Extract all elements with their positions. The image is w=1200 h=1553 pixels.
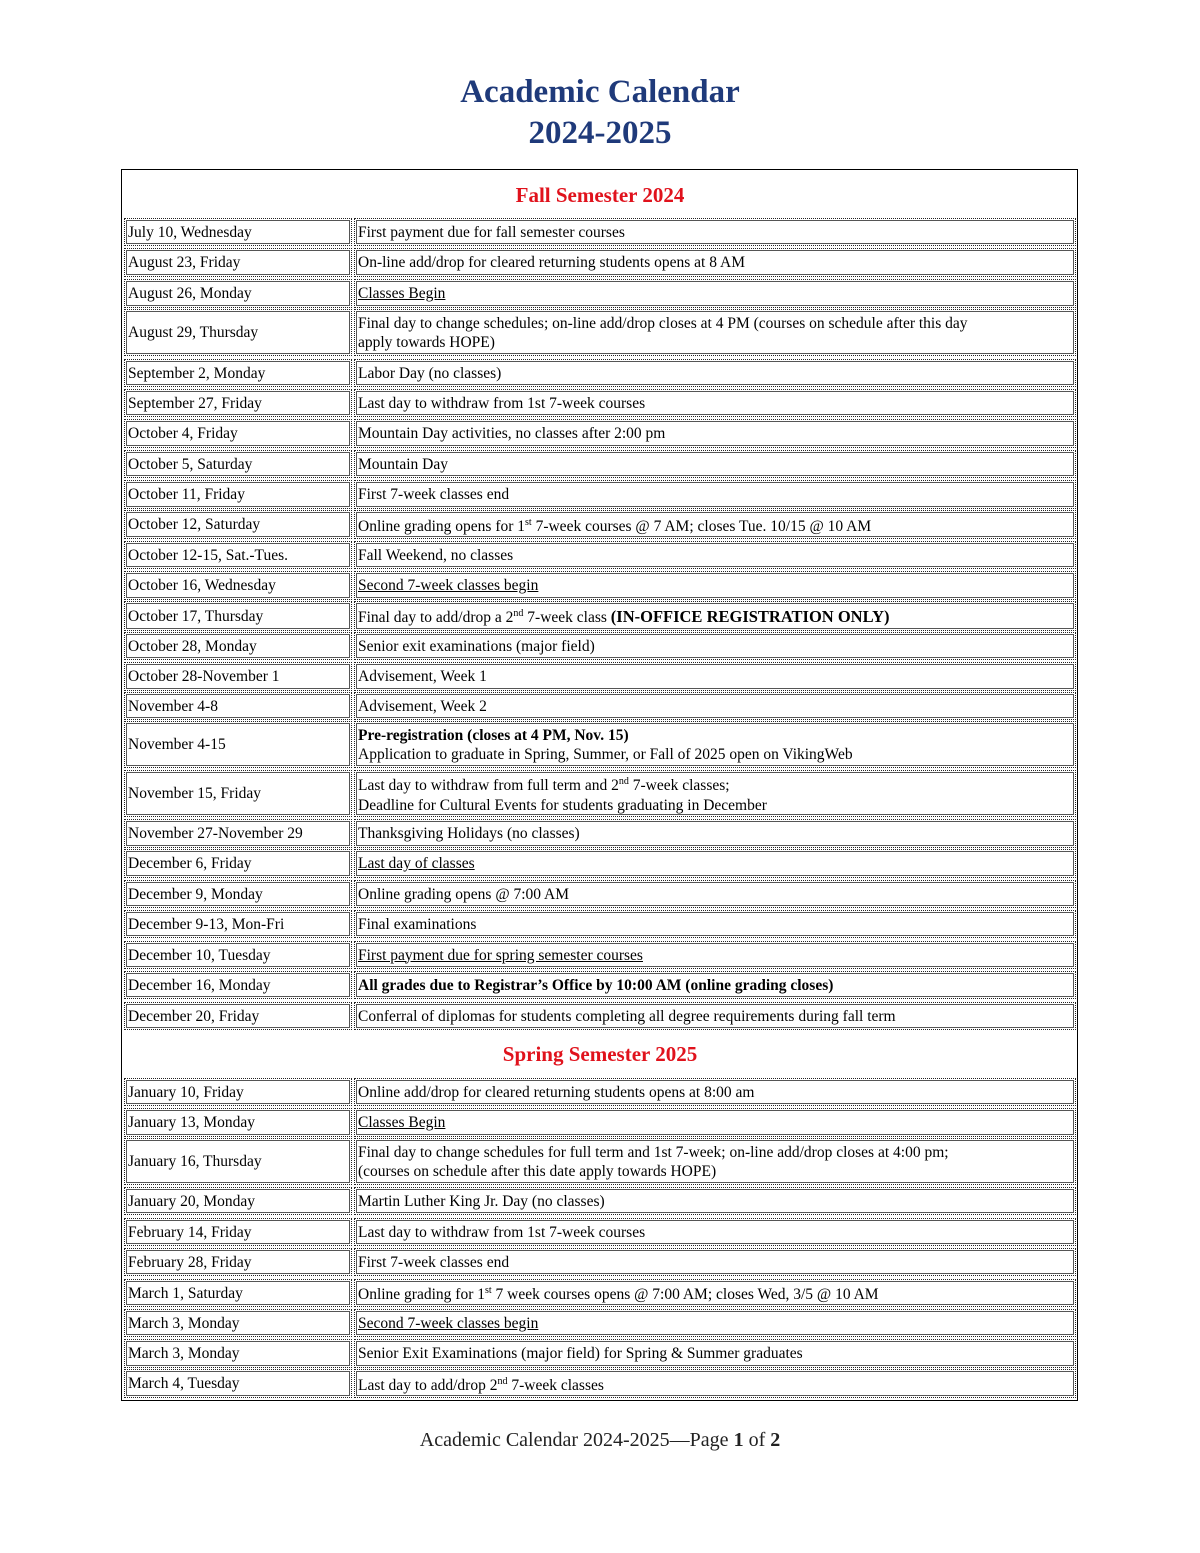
event-cell [354, 1218, 1076, 1246]
ordinal-suffix: nd [618, 776, 629, 788]
event-line [358, 1281, 1072, 1304]
event-line-2: Deadline for Cultural Events for students graduating in December [358, 796, 767, 814]
event-line-2: apply towards HOPE) [358, 333, 495, 351]
event-line-2: Application to graduate in Spring, Summer, or Fall of 2025 open on VikingWeb [358, 745, 853, 763]
date-text: October 16, Wednesday [128, 577, 276, 594]
table-row [124, 849, 1076, 878]
event-line: Classes Begin [358, 285, 446, 302]
event-line: Mountain Day activities, no classes after 2:00 pm [358, 425, 666, 442]
table-row [124, 1002, 1076, 1030]
date-text: October 28-November 1 [128, 668, 280, 685]
table-row [124, 419, 1076, 448]
event-line: Final examinations [358, 915, 477, 933]
event-cell [354, 1339, 1076, 1368]
date-text: October 11, Friday [128, 486, 245, 503]
date-cell [124, 218, 352, 246]
spring-semester-heading: Spring Semester 2025 [502, 1042, 698, 1066]
date-cell [124, 450, 352, 478]
footer-page-number: 1 [733, 1429, 744, 1451]
table-row [124, 1309, 1076, 1337]
table-row [124, 971, 1076, 999]
date-cell [124, 601, 352, 631]
event-cell [354, 248, 1076, 277]
event-line: Mountain Day [358, 455, 448, 473]
date-cell [124, 770, 352, 817]
event-text: Last day to withdraw from full term and 2 [358, 777, 619, 795]
table-row [124, 692, 1076, 720]
date-text: March 1, Saturday [128, 1284, 243, 1302]
date-cell [124, 480, 352, 509]
date-text: January 13, Monday [128, 1114, 255, 1131]
date-cell [124, 1309, 352, 1337]
table-row [124, 1248, 1076, 1276]
event-line: Advisement, Week 2 [358, 697, 487, 715]
date-cell [124, 721, 352, 768]
table-row [124, 1138, 1076, 1185]
event-line: Second 7-week classes begin [358, 1314, 539, 1332]
table-row [124, 1279, 1076, 1307]
event-line [358, 772, 1072, 795]
table-row [124, 1369, 1076, 1398]
date-cell [124, 1279, 352, 1307]
ordinal-suffix: nd [497, 1375, 508, 1387]
date-text: January 10, Friday [128, 1083, 244, 1101]
date-text: October 12, Saturday [128, 516, 261, 533]
date-cell [124, 571, 352, 600]
event-cell [354, 541, 1076, 569]
event-text: Online grading opens for 1 [358, 518, 526, 536]
event-cell [354, 510, 1076, 539]
table-row [124, 721, 1076, 768]
date-cell [124, 1002, 352, 1030]
date-cell [124, 1248, 352, 1276]
event-line: Classes Begin [358, 1114, 446, 1131]
event-cell [354, 819, 1076, 848]
date-text: July 10, Wednesday [128, 223, 252, 241]
date-cell [124, 1339, 352, 1368]
event-line: First 7-week classes end [358, 1253, 510, 1271]
event-line [358, 513, 1072, 536]
event-cell [354, 601, 1076, 631]
event-text-cont: 7 week courses opens @ 7:00 AM; closes Wed, 3/5 @ 10 AM [491, 1286, 879, 1304]
date-cell [124, 541, 352, 569]
table-row [124, 1078, 1076, 1106]
table-row [124, 1187, 1076, 1215]
date-text: August 23, Friday [128, 254, 241, 271]
event-line: Fall Weekend, no classes [358, 546, 514, 564]
event-cell [354, 849, 1076, 878]
table-row [124, 601, 1076, 631]
event-line: First payment due for spring semester courses [358, 946, 643, 964]
event-cell [354, 662, 1076, 691]
event-text-cont: 7-week class [523, 609, 611, 627]
event-line [358, 1372, 1072, 1395]
event-line-2: (courses on schedule after this date apply towards HOPE) [358, 1162, 717, 1180]
event-cell [354, 480, 1076, 509]
event-line: Last day of classes [358, 855, 475, 872]
date-cell [124, 662, 352, 691]
page-footer [0, 1429, 1200, 1452]
event-line: On-line add/drop for cleared returning students opens at 8 AM [358, 254, 745, 271]
date-text: December 20, Friday [128, 1007, 260, 1025]
date-cell [124, 971, 352, 999]
event-cell [354, 1138, 1076, 1185]
table-row [124, 510, 1076, 539]
event-line: Last day to withdraw from 1st 7-week courses [358, 1223, 646, 1241]
date-cell [124, 1078, 352, 1106]
event-cell [354, 309, 1076, 356]
date-text: October 17, Thursday [128, 607, 264, 625]
footer-text: Academic Calendar 2024-2025—Page [419, 1429, 734, 1451]
table-row [124, 541, 1076, 569]
date-cell [124, 510, 352, 539]
date-text: October 5, Saturday [128, 455, 253, 473]
table-row [124, 218, 1076, 246]
table-row [124, 571, 1076, 600]
event-cell [354, 1002, 1076, 1030]
date-text: December 16, Monday [128, 976, 271, 994]
event-line: Last day to withdraw from 1st 7-week courses [358, 394, 646, 412]
event-line: Final day to change schedules; on-line add/drop closes at 4 PM (courses on schedule after this day [358, 314, 968, 332]
date-cell [124, 359, 352, 387]
date-text: October 28, Monday [128, 637, 257, 655]
event-cell [354, 1108, 1076, 1137]
date-cell [124, 819, 352, 848]
date-text: November 4-15 [128, 736, 226, 753]
ordinal-suffix: st [484, 1285, 492, 1297]
event-line: First payment due for fall semester courses [358, 223, 625, 241]
table-row [124, 389, 1076, 417]
date-text: March 4, Tuesday [128, 1375, 240, 1392]
event-cell [354, 1187, 1076, 1215]
table-row [124, 309, 1076, 356]
date-text: November 27-November 29 [128, 825, 303, 842]
fall-semester-heading: Fall Semester 2024 [515, 183, 685, 207]
event-line: Advisement, Week 1 [358, 668, 487, 685]
event-text-cont: 7-week courses @ 7 AM; closes Tue. 10/15 @ 10 AM [531, 518, 872, 536]
date-cell [124, 1108, 352, 1137]
event-cell [354, 770, 1076, 817]
footer-of: of [743, 1429, 771, 1451]
event-line: Labor Day (no classes) [358, 364, 502, 382]
event-text-cont: 7-week classes; [628, 777, 730, 795]
date-cell [124, 1369, 352, 1398]
event-text-cont: 7-week classes [507, 1377, 604, 1395]
event-cell [354, 692, 1076, 720]
event-cell [354, 632, 1076, 660]
event-line: Second 7-week classes begin [358, 577, 539, 594]
table-row [124, 450, 1076, 478]
date-cell [124, 419, 352, 448]
date-text: December 10, Tuesday [128, 946, 271, 964]
date-text: March 3, Monday [128, 1345, 240, 1362]
footer-page-total: 2 [770, 1429, 781, 1451]
ordinal-suffix: st [525, 516, 532, 528]
date-text: October 12-15, Sat.-Tues. [128, 546, 289, 564]
table-row [124, 770, 1076, 817]
event-line: Online add/drop for cleared returning students opens at 8:00 am [358, 1083, 755, 1101]
date-text: August 29, Thursday [128, 324, 259, 341]
event-cell [354, 880, 1076, 908]
ordinal-suffix: nd [513, 608, 524, 620]
date-text: November 15, Friday [128, 785, 262, 802]
table-row [124, 359, 1076, 387]
event-cell [354, 1279, 1076, 1307]
date-text: December 9-13, Mon-Fri [128, 915, 285, 933]
date-cell [124, 849, 352, 878]
event-cell [354, 359, 1076, 387]
event-line [358, 604, 1072, 627]
event-line: First 7-week classes end [358, 486, 510, 503]
event-text: Online grading for 1 [358, 1286, 485, 1304]
table-row [124, 1108, 1076, 1137]
date-text: December 9, Monday [128, 885, 263, 903]
event-line: Thanksgiving Holidays (no classes) [358, 825, 580, 842]
event-line: Senior exit examinations (major field) [358, 637, 595, 655]
date-text: February 28, Friday [128, 1253, 252, 1271]
table-row [124, 1339, 1076, 1368]
date-cell [124, 880, 352, 908]
date-cell [124, 692, 352, 720]
event-text: Final day to add/drop a 2 [358, 609, 514, 627]
event-cell [354, 279, 1076, 308]
event-line: Final day to change schedules for full term and 1st 7-week; on-line add/drop closes at 4:00 pm; [358, 1143, 949, 1161]
date-text: March 3, Monday [128, 1314, 240, 1332]
date-cell [124, 1218, 352, 1246]
event-cell [354, 910, 1076, 938]
event-cell [354, 389, 1076, 417]
date-text: February 14, Friday [128, 1223, 252, 1241]
event-cell [354, 218, 1076, 246]
date-cell [124, 309, 352, 356]
event-text: Last day to add/drop 2 [358, 1377, 498, 1395]
event-line: Online grading opens @ 7:00 AM [358, 885, 570, 903]
date-text: January 20, Monday [128, 1192, 255, 1210]
event-cell [354, 1078, 1076, 1106]
page-title: Academic Calendar [460, 74, 740, 110]
table-row [124, 819, 1076, 848]
event-cell [354, 1369, 1076, 1398]
table-row [124, 941, 1076, 969]
date-text: October 4, Friday [128, 425, 238, 442]
date-text: December 6, Friday [128, 855, 252, 872]
date-text: January 16, Thursday [128, 1153, 262, 1170]
table-row [124, 248, 1076, 277]
table-row [124, 880, 1076, 908]
page-subtitle-year: 2024-2025 [528, 115, 672, 151]
event-line: Martin Luther King Jr. Day (no classes) [358, 1192, 605, 1210]
date-cell [124, 248, 352, 277]
event-cell [354, 450, 1076, 478]
event-cell [354, 941, 1076, 969]
table-row [124, 910, 1076, 938]
table-row [124, 279, 1076, 308]
event-line: Conferral of diplomas for students completing all degree requirements during fall term [358, 1007, 896, 1025]
table-row [124, 1218, 1076, 1246]
date-text: August 26, Monday [128, 285, 252, 302]
date-text: November 4-8 [128, 697, 218, 715]
event-emphasis: (IN-OFFICE REGISTRATION ONLY) [610, 607, 890, 627]
date-cell [124, 279, 352, 308]
date-cell [124, 1187, 352, 1215]
table-row [124, 632, 1076, 660]
event-line: Pre-registration (closes at 4 PM, Nov. 15) [358, 726, 629, 744]
table-row [124, 480, 1076, 509]
date-cell [124, 389, 352, 417]
event-cell [354, 571, 1076, 600]
date-cell [124, 941, 352, 969]
event-cell [354, 721, 1076, 768]
event-line: All grades due to Registrar’s Office by 10:00 AM (online grading closes) [358, 976, 834, 994]
event-cell [354, 1248, 1076, 1276]
date-cell [124, 910, 352, 938]
event-cell [354, 1309, 1076, 1337]
table-row [124, 662, 1076, 691]
event-line: Senior Exit Examinations (major field) for Spring & Summer graduates [358, 1345, 803, 1362]
date-cell [124, 632, 352, 660]
date-cell [124, 1138, 352, 1185]
date-text: September 27, Friday [128, 394, 262, 412]
event-cell [354, 971, 1076, 999]
date-text: September 2, Monday [128, 364, 266, 382]
event-cell [354, 419, 1076, 448]
